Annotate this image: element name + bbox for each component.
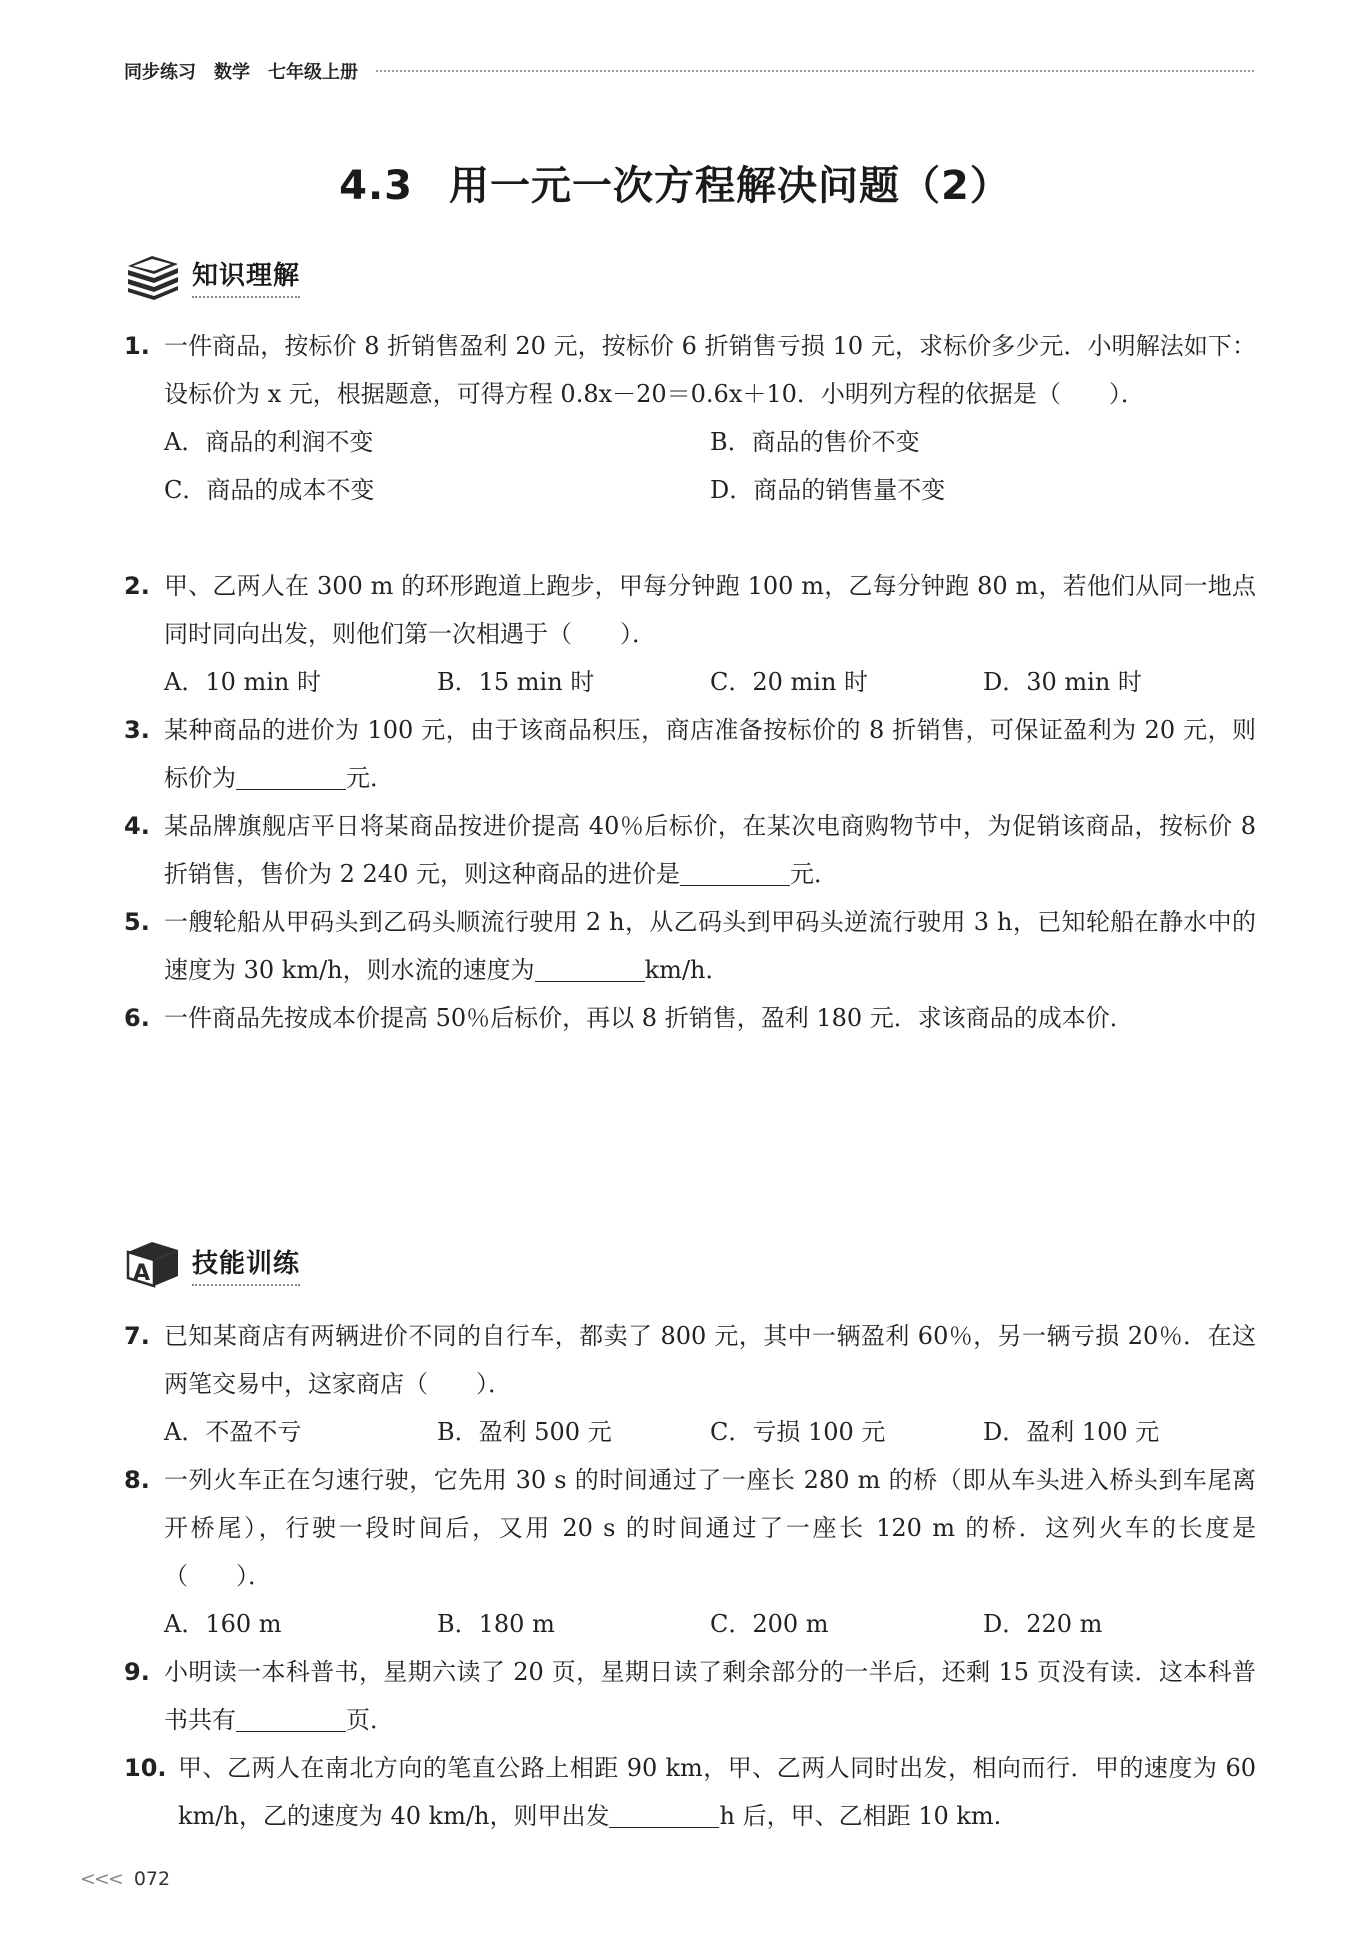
header-book: 同步练习 <box>124 62 196 83</box>
question-text-after: 元． <box>789 860 838 888</box>
section-knowledge <box>124 252 300 300</box>
section-skills-label: 技能训练 <box>192 1243 300 1286</box>
option-b: B．15 min 时 <box>437 668 595 696</box>
question-10 <box>124 1744 1256 1840</box>
option-b: B．180 m <box>437 1610 555 1638</box>
running-header <box>124 56 1254 86</box>
option-c: C．200 m <box>710 1610 829 1638</box>
option-d: D．30 min 时 <box>983 668 1142 696</box>
options <box>164 1408 1256 1456</box>
header-subject: 数学 <box>214 62 250 83</box>
question-text-before: 甲、乙两人在南北方向的笔直公路上相距 90 km，甲、乙两人同时出发，相向而行．甲的速度为 60 km/h，乙的速度为 40 km/h，则甲出发 <box>178 1754 1256 1830</box>
question-text-after: km/h． <box>644 956 730 984</box>
question-3 <box>124 706 1256 802</box>
question-text <box>164 706 1256 802</box>
option-c: C．亏损 100 元 <box>710 1418 886 1446</box>
question-2 <box>124 562 1256 706</box>
question-text: 一件商品先按成本价提高 50％后标价，再以 8 折销售，盈利 180 元．求该商品的成本价． <box>164 1004 1134 1032</box>
options <box>164 1600 1256 1648</box>
question-text-after: h 后，甲、乙相距 10 km. <box>719 1802 1002 1830</box>
chevrons-left-icon: <<< <box>80 1868 122 1890</box>
option-a: A．10 min 时 <box>164 668 322 696</box>
question-text <box>164 802 1256 898</box>
page-number: 072 <box>133 1868 171 1890</box>
question-text: 已知某商店有两辆进价不同的自行车，都卖了 800 元，其中一辆盈利 60％，另一辆亏损 20％．在这两笔交易中，这家商店（ ）． <box>164 1322 1256 1398</box>
option-d: D．商品的销售量不变 <box>710 476 946 504</box>
question-7 <box>124 1312 1256 1456</box>
header-rule <box>376 70 1254 72</box>
option-c: C．商品的成本不变 <box>164 476 375 504</box>
question-text: 一列火车正在匀速行驶，它先用 30 s 的时间通过了一座长 280 m 的桥（即从车头进入桥头到车尾离开桥尾），行驶一段时间后，又用 20 s 的时间通过了一座长 120 m 的桥．这列火车的长度是（ ）． <box>164 1466 1256 1590</box>
question-number: 9. <box>124 1658 150 1686</box>
question-text-before: 小明读一本科普书，星期六读了 20 页，星期日读了剩余部分的一半后，还剩 15 页没有读．这本科普书共有 <box>164 1658 1256 1734</box>
question-number: 3. <box>124 716 150 744</box>
question-text <box>178 1744 1256 1840</box>
option-b: B．商品的售价不变 <box>710 428 920 456</box>
question-text: 甲、乙两人在 300 m 的环形跑道上跑步，甲每分钟跑 100 m，乙每分钟跑 80 m，若他们从同一地点同时同向出发，则他们第一次相遇于（ ）． <box>164 572 1256 648</box>
question-9 <box>124 1648 1256 1744</box>
section-skills <box>124 1240 300 1288</box>
question-6 <box>124 994 1256 1042</box>
answer-blank[interactable] <box>609 1799 719 1828</box>
option-a: A．不盈不亏 <box>164 1418 302 1446</box>
answer-blank[interactable] <box>236 1703 346 1732</box>
question-number: 7. <box>124 1322 150 1350</box>
question-number: 6. <box>124 1004 150 1032</box>
option-c: C．20 min 时 <box>710 668 869 696</box>
question-text-before: 某种商品的进价为 100 元，由于该商品积压，商店准备按标价的 8 折销售，可保证盈利为 20 元，则标价为 <box>164 716 1256 792</box>
option-a: A．商品的利润不变 <box>164 428 374 456</box>
header-grade: 七年级上册 <box>268 62 358 83</box>
question-text-before: 一艘轮船从甲码头到乙码头顺流行驶用 2 h，从乙码头到甲码头逆流行驶用 3 h，已知轮船在静水中的速度为 30 km/h，则水流的速度为 <box>164 908 1256 984</box>
question-number: 8. <box>124 1466 150 1494</box>
options <box>164 418 1256 514</box>
option-d: D．220 m <box>983 1610 1103 1638</box>
question-5 <box>124 898 1256 994</box>
title-text: 用一元一次方程解决问题（2） <box>449 163 1011 209</box>
answer-blank[interactable] <box>680 857 790 886</box>
answer-blank[interactable] <box>535 953 645 982</box>
question-8 <box>124 1456 1256 1648</box>
section-knowledge-label: 知识理解 <box>192 255 300 298</box>
question-4 <box>124 802 1256 898</box>
books-stack-icon <box>124 252 182 300</box>
letter-a-cube-icon <box>124 1240 182 1288</box>
answer-blank[interactable] <box>236 761 346 790</box>
question-number: 1. <box>124 332 150 360</box>
question-1 <box>124 322 1256 514</box>
question-number: 5. <box>124 908 150 936</box>
title-number: 4.3 <box>339 163 413 209</box>
question-text-after: 元． <box>346 764 394 792</box>
page-title <box>0 154 1350 211</box>
question-text-before: 某品牌旗舰店平日将某商品按进价提高 40％后标价，在某次电商购物节中，为促销该商品，按标价 8 折销售，售价为 2 240 元，则这种商品的进价是 <box>164 812 1256 888</box>
svg-text:A: A <box>133 1261 151 1286</box>
option-a: A．160 m <box>164 1610 282 1638</box>
question-text: 一件商品，按标价 8 折销售盈利 20 元，按标价 6 折销售亏损 10 元，求标价多少元．小明解法如下：设标价为 x 元，根据题意，可得方程 0.8x－20＝0.6x＋10．小明列方程的依据是（ ）． <box>164 332 1256 408</box>
question-number: 2. <box>124 572 150 600</box>
question-number: 10. <box>124 1754 167 1782</box>
page-footer <box>80 1868 170 1890</box>
question-text-after: 页． <box>346 1706 394 1734</box>
option-b: B．盈利 500 元 <box>437 1418 612 1446</box>
question-text <box>164 1648 1256 1744</box>
options <box>164 658 1256 706</box>
question-number: 4. <box>124 812 150 840</box>
question-text <box>164 898 1256 994</box>
option-d: D．盈利 100 元 <box>983 1418 1160 1446</box>
